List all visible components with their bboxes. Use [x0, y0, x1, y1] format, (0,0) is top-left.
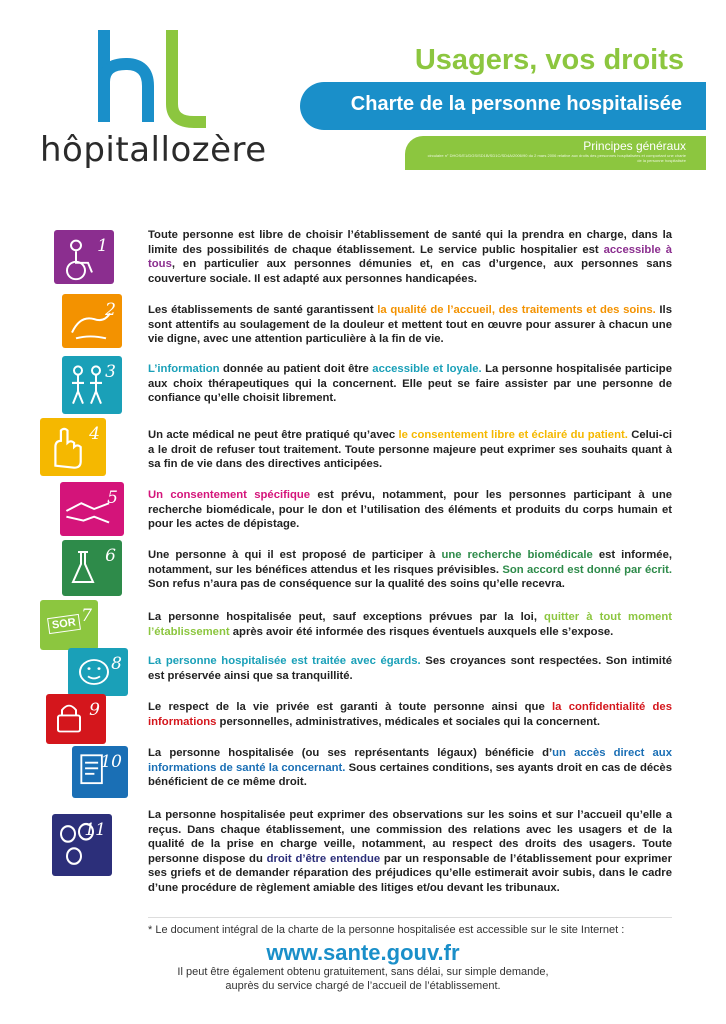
- paragraph-text: personnelles, administratives, médicales et sociales qui la concernent.: [216, 715, 601, 728]
- logo-wordmark: [40, 130, 267, 170]
- highlighted-text: accessible à tous: [148, 243, 672, 271]
- paragraph-text: est informée, notamment, sur les bénéfices attendus et les risques prévisibles.: [148, 549, 672, 576]
- paragraph-text: Ils sont attentifs au soulagement de la douleur et mettent tout en œuvre pour assurer à chacun une vie digne, avec une attention particulière à la fin de vie.: [148, 304, 672, 346]
- highlighted-text: La personne hospitalisée est traitée avec égards.: [148, 655, 421, 667]
- paragraph-text: par un responsable de l’établissement pour exprimer ses griefs et de demander réparation des préjudices qu’elle estimerait avoir subis, dans le cadre d’une procédure de règlement amiable des litiges et/ou devant les tribunaux.: [148, 852, 672, 894]
- caring-hands-icon: [62, 294, 122, 348]
- item-number: 11: [84, 820, 106, 840]
- item-number: 1: [97, 236, 108, 256]
- paragraph-text: Toute personne est libre de choisir l’établissement de santé qui la prendra en charge, dans la limite des possibilités de chaque établissement. Le service public hospitalier est: [148, 229, 672, 256]
- page-title: Usagers, vos droits: [414, 44, 684, 76]
- item-number: 2: [105, 300, 116, 320]
- right-paragraph-2: [148, 303, 672, 347]
- privacy-lock-icon: [46, 694, 106, 744]
- highlighted-text: la confidentialité des informations: [148, 701, 672, 728]
- item-number: 8: [111, 654, 122, 674]
- paragraph-text: La personne hospitalisée (ou ses représentants légaux) bénéficie d’: [148, 747, 553, 759]
- paragraph-text: Sous certaines conditions, ses ayants droit en cas de décès bénéficient de ce même droit.: [148, 761, 672, 789]
- respect-face-icon: [68, 648, 128, 696]
- hl-monogram-icon: [98, 30, 208, 130]
- general-principles-title: Principes généraux: [583, 139, 686, 153]
- page-subtitle: Charte de la personne hospitalisée: [350, 93, 682, 115]
- right-paragraph-4: [148, 428, 672, 472]
- paragraph-text: Ses croyances sont respectées. Son intimité est préservée ainsi que sa tranquillité.: [148, 655, 672, 682]
- highlighted-text: droit d’être entendue: [266, 852, 381, 865]
- paragraph-text: Les établissements de santé garantissent: [148, 304, 378, 316]
- exit-sign-icon: [40, 600, 98, 650]
- item-number: 4: [89, 424, 100, 444]
- right-paragraph-6: [148, 548, 672, 592]
- highlighted-text: quitter à tout moment l’établissement: [148, 611, 672, 638]
- right-paragraph-10: [148, 746, 672, 790]
- highlighted-text: la qualité de l’accueil, des traitements et des soins.: [377, 304, 656, 316]
- logo-text-hopital: hôpital: [40, 130, 161, 170]
- highlighted-text: le consentement libre et éclairé du patient.: [398, 429, 628, 441]
- item-number: 6: [105, 546, 116, 566]
- circular-reference-note: circulaire n° DHOS/E1/DGS/SD1B/SD1C/SD4A/2006/90 du 2 mars 2006 relative aux droits des personnes hospitalisées et comportant une charte de la personne hospitalisée: [427, 153, 686, 163]
- right-paragraph-7: [148, 610, 672, 639]
- highlighted-text: Un consentement spécifique: [148, 489, 311, 501]
- paragraph-text: est prévu, notamment, pour les personnes participant à une recherche biomédicale, pour le don et l’utilisation des éléments et produits du corps humain et pour les actes de dépistage.: [148, 489, 673, 531]
- paragraph-text: Un acte médical ne peut être pratiqué qu’avec: [148, 429, 399, 441]
- subtitle-band: [300, 82, 706, 130]
- paragraph-text: Une personne à qui il est proposé de participer à: [148, 549, 442, 561]
- hopital-lozere-logo: [40, 30, 280, 180]
- item-number: 10: [100, 752, 122, 772]
- paragraph-text: La personne hospitalisée participe aux choix thérapeutiques qui la concernent. Elle peut se faire assister par une personne de confiance qu’elle choisit librement.: [148, 363, 672, 405]
- footer-line-1: Il peut être également obtenu gratuitement, sans délai, sur simple demande,: [177, 966, 549, 978]
- paragraph-text: La personne hospitalisée peut exprimer des observations sur les soins et sur l’accueil qu’elle a reçus. Dans chaque établissement, une commission des relations avec les usagers et de la qualité de la prise en charge veille, notamment, au respect des droits des usagers. Toute personne dispose du: [148, 809, 672, 865]
- footer-note: * Le document intégral de la charte de la personne hospitalisée est accessible sur le site Internet :: [148, 924, 625, 936]
- highlighted-text: L’information: [148, 363, 220, 375]
- paragraph-text: Le respect de la vie privée est garanti à toute personne ainsi que: [148, 701, 552, 713]
- paragraph-text: donnée au patient doit être: [219, 363, 373, 375]
- consent-hand-icon: [40, 418, 106, 476]
- paragraph-text: après avoir été informée des risques éventuels auxquels elle s’expose.: [229, 625, 614, 638]
- right-paragraph-3: [148, 362, 672, 406]
- highlighted-text: une recherche biomédicale: [441, 549, 593, 561]
- highlighted-text: un accès direct aux informations de santé la concernant.: [148, 747, 672, 774]
- paragraph-text: Celui-ci a le droit de refuser tout traitement. Toute personne majeure peut exprimer ses souhaits quant à sa fin de vie dans des directives anticipées.: [148, 429, 672, 471]
- group-faces-icon: [52, 814, 112, 876]
- item-number: 7: [81, 606, 92, 626]
- right-paragraph-9: [148, 700, 672, 729]
- footer-line-2: auprès du service chargé de l’accueil de l’établissement.: [225, 980, 501, 992]
- right-paragraph-5: [148, 488, 672, 532]
- paragraph-text: , en particulier aux personnes démunies et, en cas d’urgence, aux personnes sans couverture sociale. Il est adapté aux personnes handicapées.: [148, 258, 672, 285]
- highlighted-text: Son accord est donné par écrit.: [502, 563, 672, 576]
- item-number: 3: [105, 362, 116, 382]
- people-talking-icon: [62, 356, 122, 414]
- paragraph-text: Son refus n’aura pas de conséquence sur la qualité des soins qu’elle recevra.: [148, 578, 565, 591]
- right-paragraph-11: [148, 808, 672, 896]
- general-principles-band: [405, 136, 706, 170]
- paragraph-text: La personne hospitalisée peut, sauf exceptions prévues par la loi,: [148, 611, 545, 623]
- right-paragraph-8: [148, 654, 672, 683]
- research-flask-icon: [62, 540, 122, 596]
- highlighted-text: accessible et loyale.: [372, 363, 482, 375]
- footer-divider: [148, 917, 672, 918]
- logo-text-lozere: lozère: [160, 130, 267, 170]
- exit-sign-label: SOR: [47, 614, 81, 634]
- medical-file-icon: [72, 746, 128, 798]
- handshake-icon: [60, 482, 124, 536]
- right-paragraph-1: [148, 228, 672, 286]
- item-number: 5: [107, 488, 118, 508]
- item-number: 9: [89, 700, 100, 720]
- footer-url-link[interactable]: www.sante.gouv.fr: [266, 940, 460, 965]
- wheelchair-icon: [54, 230, 114, 284]
